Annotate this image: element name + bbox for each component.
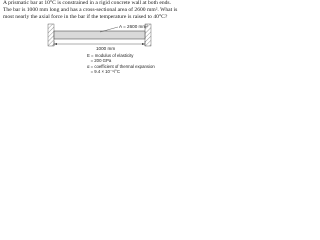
legend-line-4: = 9.4 × 10⁻⁶/°C xyxy=(87,69,120,75)
prismatic-bar xyxy=(54,31,145,39)
dimension-arrow-left xyxy=(54,43,57,45)
legend-line-2: = 200 GPa xyxy=(87,58,112,64)
legend-line-1: E = modulus of elasticity xyxy=(87,53,134,58)
legend-line-3: α = coefficient of thermal expansion xyxy=(87,63,155,69)
problem-line-3: most nearly the axial force in the bar if the temperature is raised to 40°C? xyxy=(3,13,168,20)
area-label: A = 2600 mm² xyxy=(119,24,148,29)
length-label: 1000 mm xyxy=(96,46,116,51)
material-properties-legend xyxy=(87,53,155,75)
problem-line-1: A prismatic bar at 10°C is constrained in a rigid concrete wall at both ends. xyxy=(3,0,171,6)
problem-line-2: The bar is 1000 mm long and has a cross-sectional area of 2600 mm². What is xyxy=(3,6,178,13)
left-wall xyxy=(48,24,54,46)
dimension-arrow-right xyxy=(142,43,145,45)
